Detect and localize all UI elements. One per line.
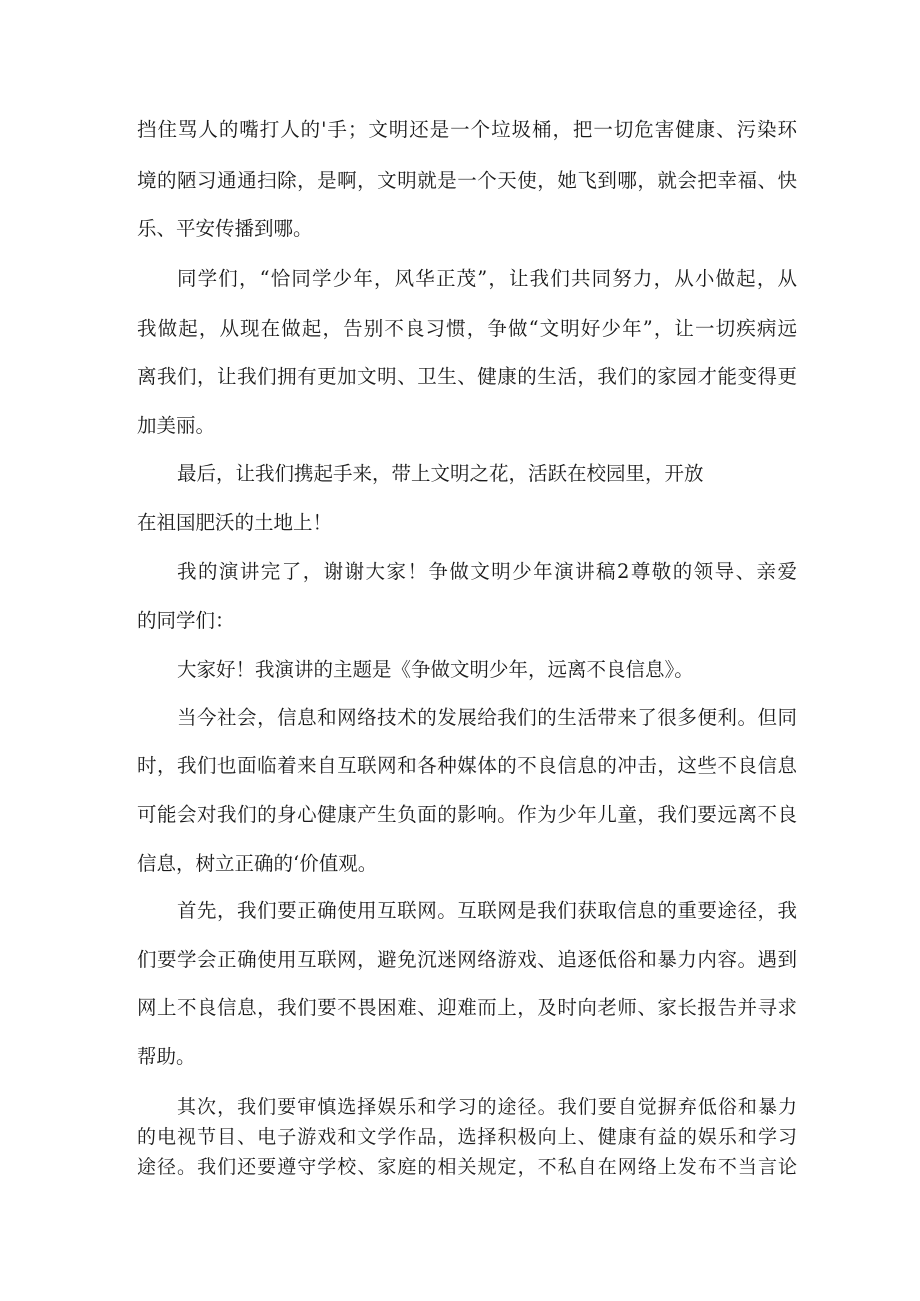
text-line: 在祖国肥沃的土地上！: [137, 511, 333, 534]
text-line: 当今社会，信息和网络技术的发展给我们的生活带来了很多便利。但同: [177, 706, 797, 729]
text-line: 帮助。: [137, 1045, 196, 1068]
text-line: 挡住骂人的嘴打人的'手；文明还是一个垃圾桶，把一切危害健康、污染环: [137, 118, 797, 141]
text-line: 可能会对我们的身心健康产生负面的影响。作为少年儿童，我们要远离不良: [137, 803, 797, 826]
text-line: 境的陋习通通扫除，是啊，文明就是一个天使，她飞到哪，就会把幸福、快: [137, 169, 797, 192]
text-line: 同学们，“恰同学少年，风华正茂”，让我们共同努力，从小做起，从: [177, 267, 797, 290]
text-line: 离我们，让我们拥有更加文明、卫生、健康的生活，我们的家园才能变得更: [137, 365, 797, 388]
text-line: 途径。我们还要遵守学校、家庭的相关规定，不私自在网络上发布不当言论: [137, 1156, 797, 1178]
text-line: 最后，让我们携起手来，带上文明之花，活跃在校园里，开放: [177, 462, 704, 485]
text-line: 大家好！我演讲的主题是《争做文明少年，远离不良信息》。: [177, 658, 694, 681]
text-line: 首先，我们要正确使用互联网。互联网是我们获取信息的重要途径，我: [177, 899, 797, 922]
text-line: 的电视节目、电子游戏和文学作品，选择积极向上、健康有益的娱乐和学习: [137, 1126, 797, 1148]
text-line: 信息，树立正确的‘价值观。: [137, 852, 378, 875]
text-line: 我做起，从现在做起，告别不良习惯，争做“文明好少年”，让一切疾病远: [137, 317, 797, 340]
text-line: 们要学会正确使用互联网，避免沉迷网络游戏、追逐低俗和暴力内容。遇到: [137, 948, 797, 971]
text-line: 其次，我们要审慎选择娱乐和学习的途径。我们要自觉摒弃低俗和暴力: [177, 1096, 797, 1118]
text-line: 时，我们也面临着来自互联网和各种媒体的不良信息的冲击，这些不良信息: [137, 754, 797, 777]
text-line: 网上不良信息，我们要不畏困难、迎难而上，及时向老师、家长报告并寻求: [137, 996, 797, 1019]
text-line: 加美丽。: [137, 414, 216, 437]
text-line: 的同学们：: [137, 609, 235, 632]
text-line: 我的演讲完了，谢谢大家！争做文明少年演讲稿2尊敬的领导、亲爱: [177, 560, 797, 583]
text-line: 乐、平安传播到哪。: [137, 217, 313, 240]
